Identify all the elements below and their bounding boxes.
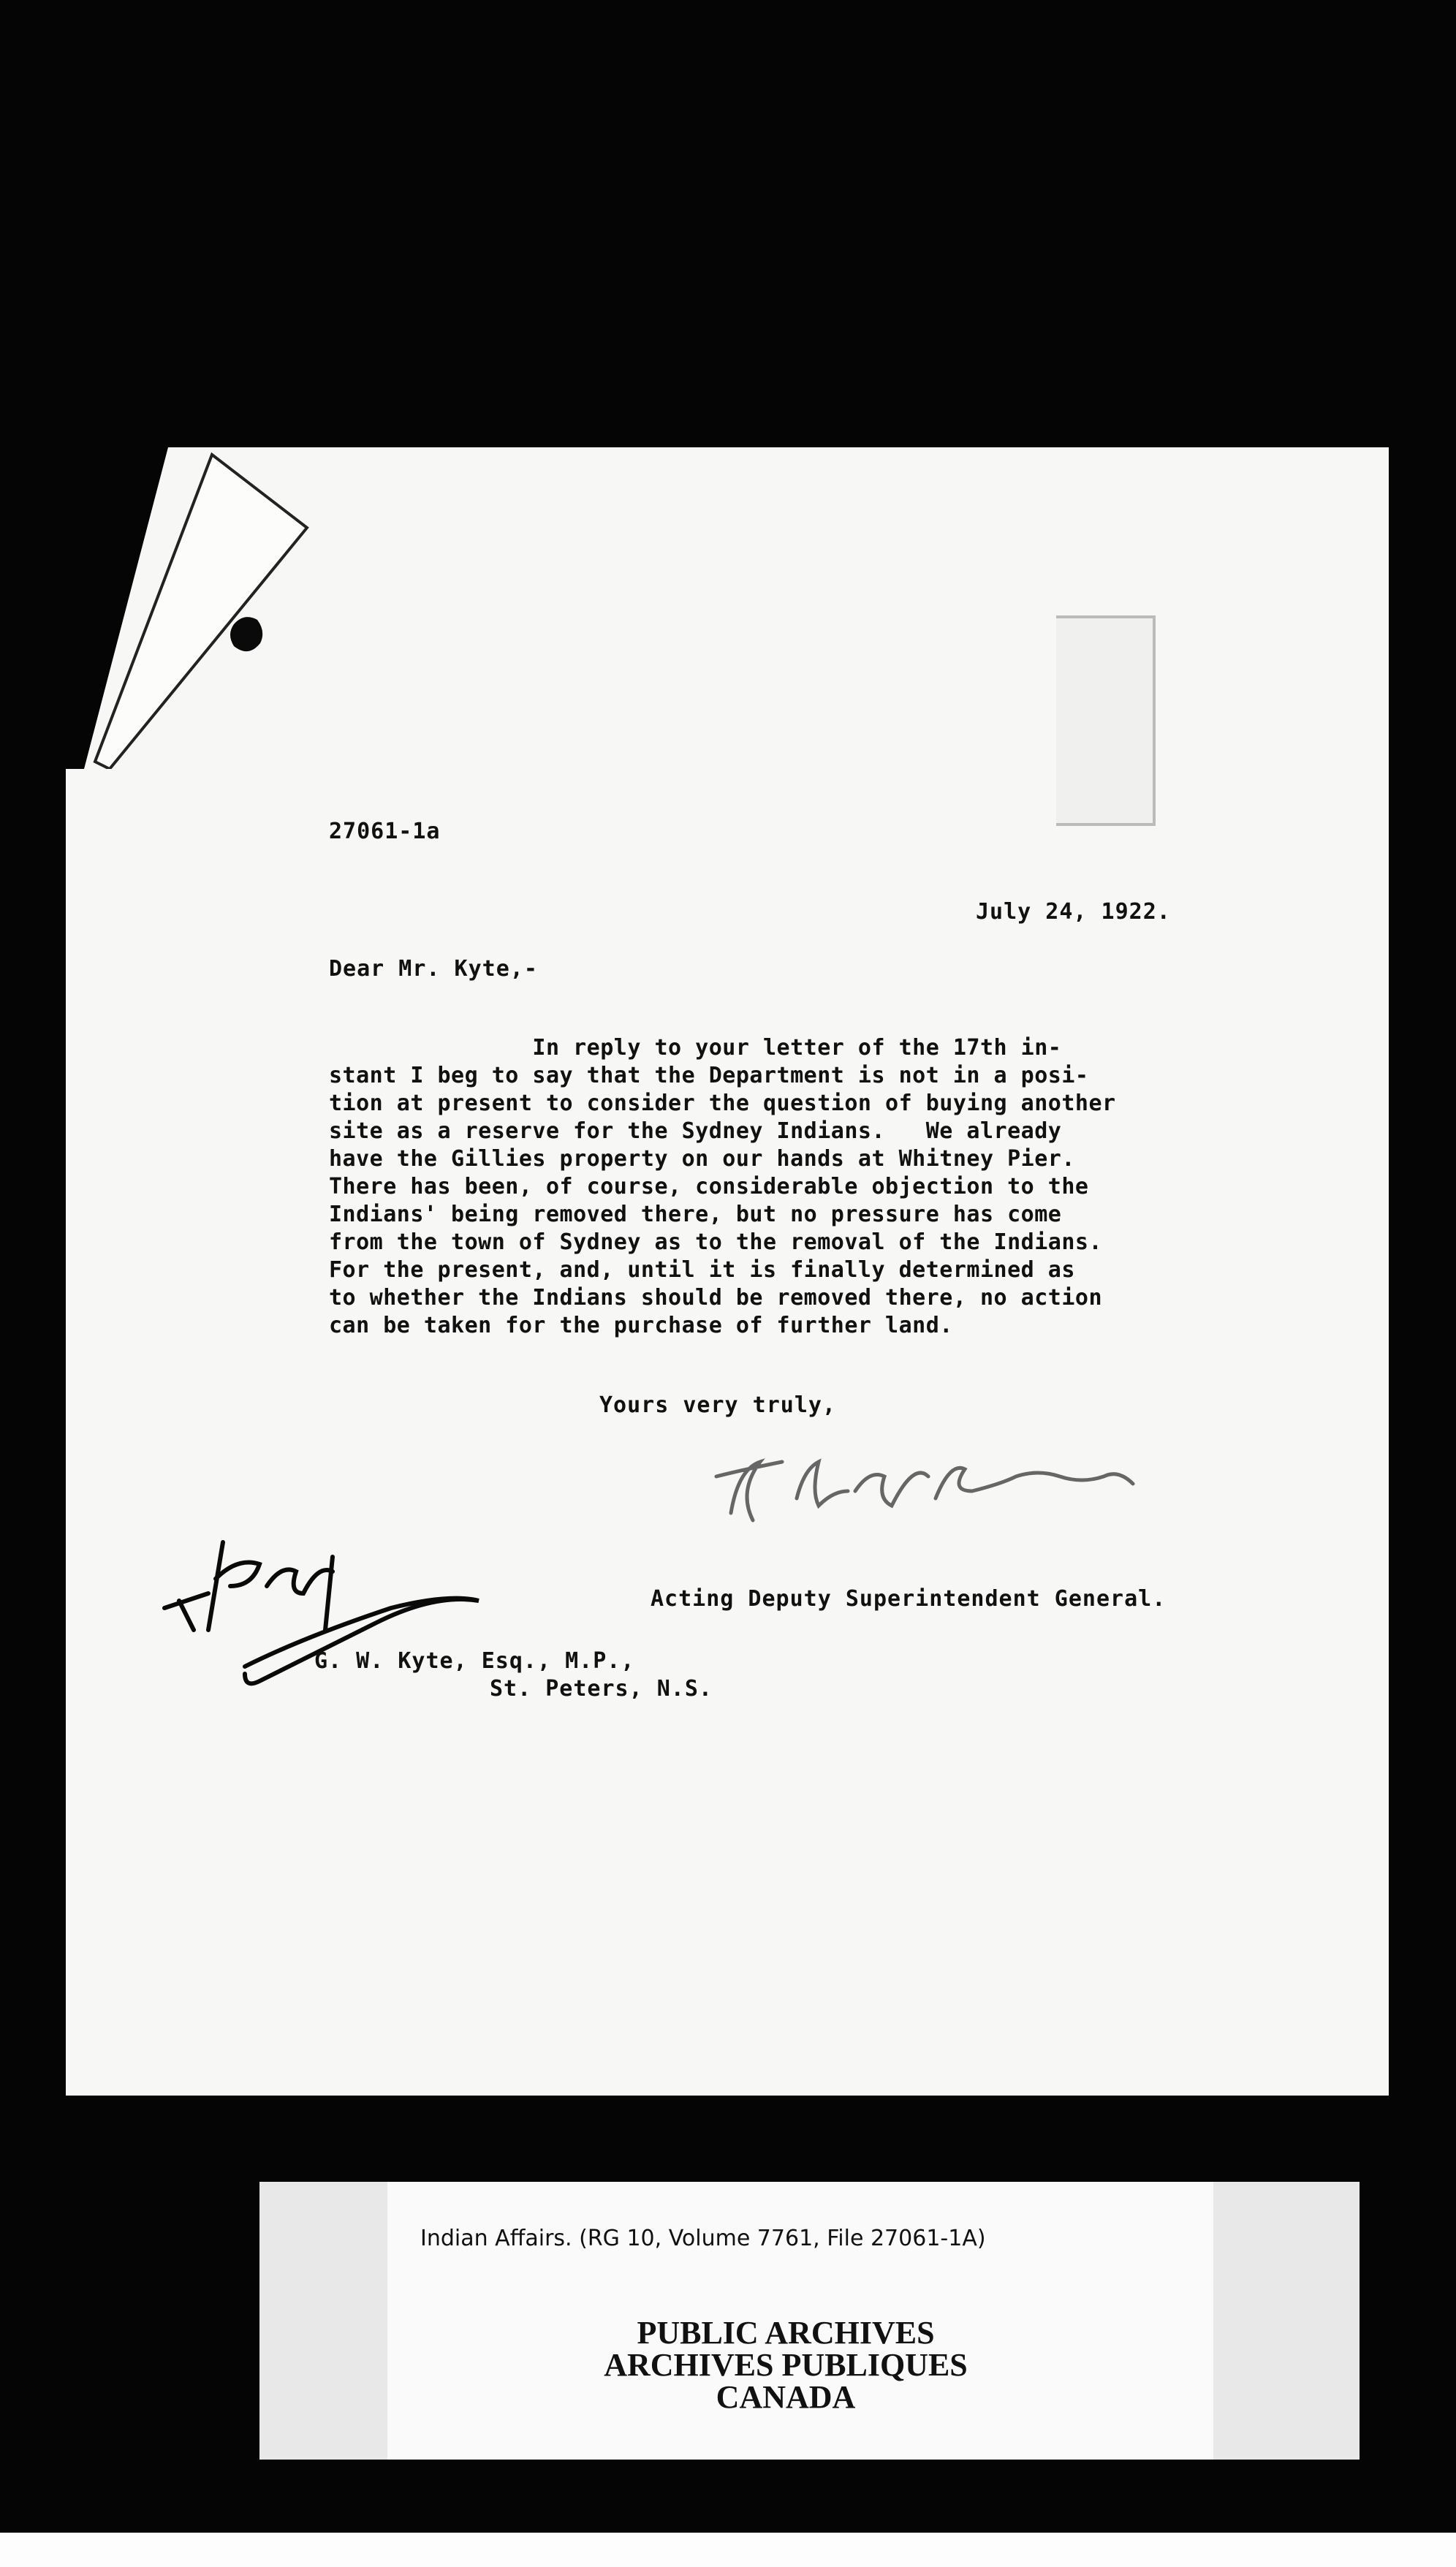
addressee-line-2: St. Peters, N.S.	[490, 1676, 713, 1702]
folded-corner	[66, 447, 314, 769]
body-line: tion at present to consider the question of buying another	[329, 1091, 1116, 1116]
archive-line-1: PUBLIC ARCHIVES	[637, 2315, 935, 2351]
body-line: Indians' being removed there, but no pressure has come	[329, 1202, 1062, 1227]
salutation: Dear Mr. Kyte,-	[329, 956, 538, 982]
letter-body	[329, 1034, 1301, 1340]
label-left-panel	[259, 2182, 387, 2460]
body-line: For the present, and, until it is finally determined as	[329, 1257, 1075, 1283]
label-right-panel	[1213, 2182, 1360, 2460]
file-number: 27061-1a	[329, 819, 441, 844]
body-line: There has been, of course, considerable objection to the	[329, 1174, 1089, 1199]
body-line: stant I beg to say that the Department is not in a posi-	[329, 1063, 1089, 1088]
archive-name	[512, 2317, 1060, 2414]
body-line: In reply to your letter of the 17th in-	[329, 1035, 1062, 1061]
letter-date: July 24, 1922.	[976, 899, 1171, 925]
body-line: have the Gillies property on our hands at Whitney Pier.	[329, 1146, 1075, 1172]
closing: Yours very truly,	[599, 1392, 837, 1418]
addressee-line-1: G. W. Kyte, Esq., M.P.,	[314, 1648, 635, 1674]
body-line: site as a reserve for the Sydney Indians. We already	[329, 1118, 1062, 1144]
body-line: to whether the Indians should be removed there, no action	[329, 1285, 1103, 1311]
body-line: can be taken for the purchase of further land.	[329, 1313, 953, 1338]
signature	[702, 1433, 1162, 1542]
signatory-title: Acting Deputy Superintendent General.	[651, 1586, 1167, 1612]
archive-line-3: CANADA	[716, 2379, 856, 2415]
body-line: from the town of Sydney as to the removal of the Indians.	[329, 1229, 1103, 1255]
archive-reference: Indian Affairs. (RG 10, Volume 7761, File 27061-1A)	[420, 2226, 986, 2251]
film-edge	[0, 2533, 1456, 2567]
archive-line-2: ARCHIVES PUBLIQUES	[604, 2347, 968, 2383]
stamp-stub	[1056, 615, 1156, 826]
